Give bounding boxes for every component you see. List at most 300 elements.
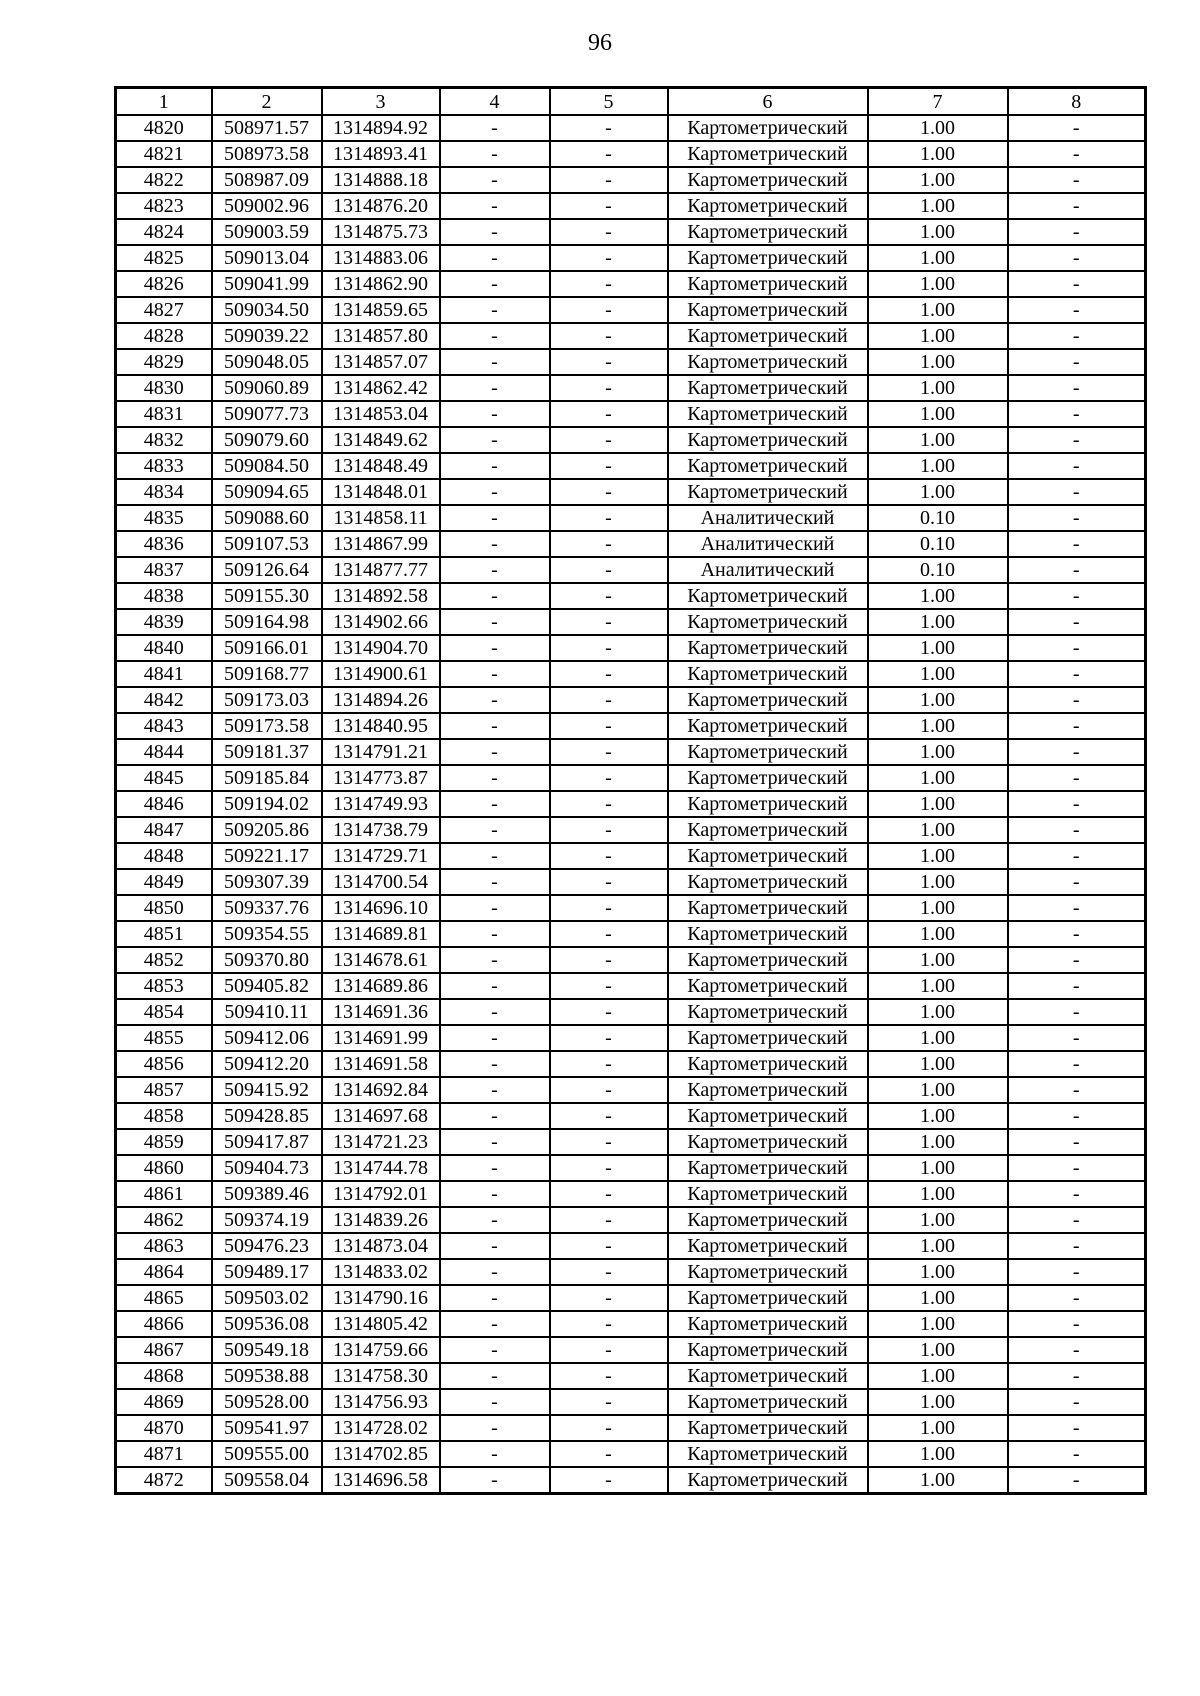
cell-column-8-value: - — [1008, 713, 1146, 739]
cell-column-5-value: - — [550, 1259, 668, 1285]
cell-column-5-value: - — [550, 1181, 668, 1207]
cell-x-coordinate: 509476.23 — [212, 1233, 322, 1259]
cell-column-8-value: - — [1008, 869, 1146, 895]
cell-x-coordinate: 509489.17 — [212, 1259, 322, 1285]
cell-column-8-value: - — [1008, 947, 1146, 973]
cell-method: Картометрический — [668, 843, 868, 869]
cell-x-coordinate: 509094.65 — [212, 479, 322, 505]
cell-method: Аналитический — [668, 531, 868, 557]
cell-column-8-value: - — [1008, 1155, 1146, 1181]
table-row — [116, 739, 1146, 765]
cell-point-number: 4826 — [116, 271, 212, 297]
cell-x-coordinate: 509041.99 — [212, 271, 322, 297]
cell-column-5-value: - — [550, 1467, 668, 1494]
cell-column-8-value: - — [1008, 401, 1146, 427]
cell-point-number: 4827 — [116, 297, 212, 323]
cell-accuracy: 1.00 — [868, 713, 1008, 739]
cell-x-coordinate: 509536.08 — [212, 1311, 322, 1337]
table-row — [116, 245, 1146, 271]
cell-column-8-value: - — [1008, 1467, 1146, 1494]
cell-method: Картометрический — [668, 947, 868, 973]
table-row — [116, 1467, 1146, 1494]
table-row — [116, 1415, 1146, 1441]
cell-y-coordinate: 1314729.71 — [322, 843, 440, 869]
table-row — [116, 1389, 1146, 1415]
cell-y-coordinate: 1314862.42 — [322, 375, 440, 401]
cell-column-4-value: - — [440, 739, 550, 765]
cell-y-coordinate: 1314805.42 — [322, 1311, 440, 1337]
cell-x-coordinate: 509002.96 — [212, 193, 322, 219]
cell-y-coordinate: 1314696.10 — [322, 895, 440, 921]
cell-method: Картометрический — [668, 1389, 868, 1415]
table-row — [116, 1077, 1146, 1103]
cell-column-5-value: - — [550, 375, 668, 401]
cell-y-coordinate: 1314691.36 — [322, 999, 440, 1025]
cell-column-5-value: - — [550, 973, 668, 999]
cell-point-number: 4870 — [116, 1415, 212, 1441]
column-header: 4 — [440, 88, 550, 116]
cell-point-number: 4845 — [116, 765, 212, 791]
cell-method: Картометрический — [668, 427, 868, 453]
cell-y-coordinate: 1314689.86 — [322, 973, 440, 999]
column-header: 3 — [322, 88, 440, 116]
cell-method: Картометрический — [668, 1233, 868, 1259]
cell-y-coordinate: 1314756.93 — [322, 1389, 440, 1415]
cell-y-coordinate: 1314859.65 — [322, 297, 440, 323]
cell-column-5-value: - — [550, 167, 668, 193]
table-body — [116, 115, 1146, 1494]
cell-y-coordinate: 1314689.81 — [322, 921, 440, 947]
cell-column-8-value: - — [1008, 1051, 1146, 1077]
cell-column-8-value: - — [1008, 1363, 1146, 1389]
cell-column-8-value: - — [1008, 167, 1146, 193]
cell-column-4-value: - — [440, 947, 550, 973]
cell-point-number: 4834 — [116, 479, 212, 505]
cell-point-number: 4831 — [116, 401, 212, 427]
cell-column-5-value: - — [550, 193, 668, 219]
cell-x-coordinate: 509166.01 — [212, 635, 322, 661]
cell-accuracy: 1.00 — [868, 739, 1008, 765]
cell-column-4-value: - — [440, 1363, 550, 1389]
cell-column-8-value: - — [1008, 635, 1146, 661]
cell-accuracy: 1.00 — [868, 427, 1008, 453]
cell-accuracy: 1.00 — [868, 1103, 1008, 1129]
cell-method: Картометрический — [668, 869, 868, 895]
table-row — [116, 661, 1146, 687]
cell-accuracy: 1.00 — [868, 1467, 1008, 1494]
cell-method: Картометрический — [668, 401, 868, 427]
cell-column-5-value: - — [550, 1207, 668, 1233]
cell-column-5-value: - — [550, 635, 668, 661]
cell-method: Аналитический — [668, 505, 868, 531]
cell-accuracy: 1.00 — [868, 661, 1008, 687]
table-row — [116, 895, 1146, 921]
cell-point-number: 4844 — [116, 739, 212, 765]
cell-y-coordinate: 1314848.01 — [322, 479, 440, 505]
cell-x-coordinate: 509003.59 — [212, 219, 322, 245]
table-row — [116, 1103, 1146, 1129]
table-row — [116, 1311, 1146, 1337]
cell-y-coordinate: 1314849.62 — [322, 427, 440, 453]
table-row — [116, 141, 1146, 167]
cell-accuracy: 1.00 — [868, 817, 1008, 843]
cell-column-8-value: - — [1008, 609, 1146, 635]
cell-x-coordinate: 509528.00 — [212, 1389, 322, 1415]
cell-point-number: 4854 — [116, 999, 212, 1025]
cell-column-4-value: - — [440, 531, 550, 557]
table-row — [116, 375, 1146, 401]
cell-accuracy: 1.00 — [868, 115, 1008, 141]
cell-point-number: 4850 — [116, 895, 212, 921]
cell-method: Картометрический — [668, 141, 868, 167]
cell-method: Картометрический — [668, 1467, 868, 1494]
cell-x-coordinate: 509412.06 — [212, 1025, 322, 1051]
cell-column-4-value: - — [440, 1103, 550, 1129]
cell-method: Картометрический — [668, 1337, 868, 1363]
cell-x-coordinate: 509048.05 — [212, 349, 322, 375]
cell-column-5-value: - — [550, 1363, 668, 1389]
cell-point-number: 4853 — [116, 973, 212, 999]
table-row — [116, 687, 1146, 713]
cell-column-8-value: - — [1008, 479, 1146, 505]
cell-column-8-value: - — [1008, 765, 1146, 791]
cell-method: Картометрический — [668, 1077, 868, 1103]
table-row — [116, 401, 1146, 427]
column-header: 5 — [550, 88, 668, 116]
table-row — [116, 271, 1146, 297]
cell-accuracy: 1.00 — [868, 1259, 1008, 1285]
cell-x-coordinate: 509194.02 — [212, 791, 322, 817]
cell-method: Картометрический — [668, 115, 868, 141]
cell-column-8-value: - — [1008, 219, 1146, 245]
cell-column-8-value: - — [1008, 193, 1146, 219]
cell-method: Картометрический — [668, 1207, 868, 1233]
cell-accuracy: 1.00 — [868, 193, 1008, 219]
cell-x-coordinate: 509549.18 — [212, 1337, 322, 1363]
cell-column-8-value: - — [1008, 1207, 1146, 1233]
cell-y-coordinate: 1314888.18 — [322, 167, 440, 193]
cell-column-8-value: - — [1008, 141, 1146, 167]
table-row — [116, 167, 1146, 193]
cell-column-8-value: - — [1008, 557, 1146, 583]
cell-x-coordinate: 509079.60 — [212, 427, 322, 453]
table-row — [116, 843, 1146, 869]
cell-column-5-value: - — [550, 1311, 668, 1337]
cell-column-5-value: - — [550, 661, 668, 687]
cell-column-5-value: - — [550, 297, 668, 323]
cell-method: Картометрический — [668, 1415, 868, 1441]
cell-method: Картометрический — [668, 1103, 868, 1129]
cell-method: Картометрический — [668, 1181, 868, 1207]
cell-x-coordinate: 509415.92 — [212, 1077, 322, 1103]
cell-point-number: 4852 — [116, 947, 212, 973]
cell-y-coordinate: 1314894.92 — [322, 115, 440, 141]
cell-column-5-value: - — [550, 1389, 668, 1415]
cell-y-coordinate: 1314691.99 — [322, 1025, 440, 1051]
cell-x-coordinate: 509088.60 — [212, 505, 322, 531]
table-row — [116, 115, 1146, 141]
cell-method: Картометрический — [668, 323, 868, 349]
table-row — [116, 765, 1146, 791]
table-row — [116, 1207, 1146, 1233]
cell-y-coordinate: 1314744.78 — [322, 1155, 440, 1181]
cell-x-coordinate: 509173.58 — [212, 713, 322, 739]
table-row — [116, 1233, 1146, 1259]
cell-column-5-value: - — [550, 531, 668, 557]
cell-point-number: 4866 — [116, 1311, 212, 1337]
cell-method: Картометрический — [668, 791, 868, 817]
cell-accuracy: 1.00 — [868, 999, 1008, 1025]
table-row — [116, 947, 1146, 973]
cell-accuracy: 1.00 — [868, 791, 1008, 817]
cell-method: Картометрический — [668, 245, 868, 271]
table-row — [116, 869, 1146, 895]
cell-accuracy: 1.00 — [868, 245, 1008, 271]
cell-accuracy: 1.00 — [868, 609, 1008, 635]
cell-column-5-value: - — [550, 271, 668, 297]
cell-point-number: 4865 — [116, 1285, 212, 1311]
cell-y-coordinate: 1314697.68 — [322, 1103, 440, 1129]
cell-accuracy: 1.00 — [868, 167, 1008, 193]
cell-column-8-value: - — [1008, 895, 1146, 921]
cell-column-8-value: - — [1008, 1311, 1146, 1337]
cell-column-8-value: - — [1008, 245, 1146, 271]
cell-column-5-value: - — [550, 1415, 668, 1441]
cell-column-5-value: - — [550, 1285, 668, 1311]
cell-column-4-value: - — [440, 791, 550, 817]
cell-column-4-value: - — [440, 271, 550, 297]
cell-column-8-value: - — [1008, 973, 1146, 999]
cell-x-coordinate: 509503.02 — [212, 1285, 322, 1311]
cell-column-4-value: - — [440, 1155, 550, 1181]
cell-x-coordinate: 509412.20 — [212, 1051, 322, 1077]
cell-y-coordinate: 1314904.70 — [322, 635, 440, 661]
cell-y-coordinate: 1314873.04 — [322, 1233, 440, 1259]
cell-y-coordinate: 1314853.04 — [322, 401, 440, 427]
cell-accuracy: 1.00 — [868, 479, 1008, 505]
column-header: 2 — [212, 88, 322, 116]
cell-accuracy: 1.00 — [868, 297, 1008, 323]
cell-method: Картометрический — [668, 973, 868, 999]
cell-accuracy: 1.00 — [868, 1311, 1008, 1337]
cell-column-4-value: - — [440, 765, 550, 791]
cell-method: Картометрический — [668, 817, 868, 843]
cell-column-5-value: - — [550, 713, 668, 739]
cell-column-5-value: - — [550, 505, 668, 531]
cell-column-5-value: - — [550, 583, 668, 609]
cell-column-4-value: - — [440, 219, 550, 245]
cell-x-coordinate: 509013.04 — [212, 245, 322, 271]
cell-method: Картометрический — [668, 895, 868, 921]
cell-column-4-value: - — [440, 401, 550, 427]
cell-point-number: 4846 — [116, 791, 212, 817]
cell-method: Картометрический — [668, 1155, 868, 1181]
table-row — [116, 817, 1146, 843]
cell-column-8-value: - — [1008, 1233, 1146, 1259]
cell-column-5-value: - — [550, 349, 668, 375]
column-header: 1 — [116, 88, 212, 116]
cell-point-number: 4825 — [116, 245, 212, 271]
cell-accuracy: 1.00 — [868, 271, 1008, 297]
cell-accuracy: 1.00 — [868, 323, 1008, 349]
cell-method: Картометрический — [668, 219, 868, 245]
cell-accuracy: 1.00 — [868, 1389, 1008, 1415]
cell-x-coordinate: 509405.82 — [212, 973, 322, 999]
cell-y-coordinate: 1314702.85 — [322, 1441, 440, 1467]
cell-method: Картометрический — [668, 1363, 868, 1389]
cell-x-coordinate: 509370.80 — [212, 947, 322, 973]
cell-column-4-value: - — [440, 635, 550, 661]
cell-point-number: 4858 — [116, 1103, 212, 1129]
cell-x-coordinate: 509354.55 — [212, 921, 322, 947]
cell-method: Аналитический — [668, 557, 868, 583]
cell-column-8-value: - — [1008, 1337, 1146, 1363]
cell-column-4-value: - — [440, 1129, 550, 1155]
cell-x-coordinate: 508971.57 — [212, 115, 322, 141]
cell-method: Картометрический — [668, 765, 868, 791]
cell-y-coordinate: 1314862.90 — [322, 271, 440, 297]
cell-y-coordinate: 1314728.02 — [322, 1415, 440, 1441]
cell-accuracy: 1.00 — [868, 1155, 1008, 1181]
cell-point-number: 4855 — [116, 1025, 212, 1051]
cell-column-8-value: - — [1008, 843, 1146, 869]
cell-method: Картометрический — [668, 453, 868, 479]
cell-x-coordinate: 509060.89 — [212, 375, 322, 401]
cell-point-number: 4851 — [116, 921, 212, 947]
cell-column-4-value: - — [440, 1259, 550, 1285]
cell-column-4-value: - — [440, 453, 550, 479]
cell-point-number: 4869 — [116, 1389, 212, 1415]
cell-column-4-value: - — [440, 1233, 550, 1259]
cell-accuracy: 1.00 — [868, 1025, 1008, 1051]
cell-point-number: 4840 — [116, 635, 212, 661]
cell-column-4-value: - — [440, 141, 550, 167]
table-row — [116, 1285, 1146, 1311]
cell-y-coordinate: 1314900.61 — [322, 661, 440, 687]
cell-x-coordinate: 509107.53 — [212, 531, 322, 557]
cell-accuracy: 1.00 — [868, 1363, 1008, 1389]
cell-x-coordinate: 509538.88 — [212, 1363, 322, 1389]
cell-accuracy: 1.00 — [868, 895, 1008, 921]
cell-method: Картометрический — [668, 167, 868, 193]
cell-column-8-value: - — [1008, 817, 1146, 843]
table-row — [116, 973, 1146, 999]
cell-column-5-value: - — [550, 947, 668, 973]
cell-accuracy: 1.00 — [868, 1129, 1008, 1155]
cell-column-5-value: - — [550, 739, 668, 765]
cell-y-coordinate: 1314738.79 — [322, 817, 440, 843]
cell-column-4-value: - — [440, 869, 550, 895]
cell-column-4-value: - — [440, 557, 550, 583]
cell-column-8-value: - — [1008, 427, 1146, 453]
cell-y-coordinate: 1314773.87 — [322, 765, 440, 791]
cell-point-number: 4833 — [116, 453, 212, 479]
cell-accuracy: 1.00 — [868, 1233, 1008, 1259]
table-row — [116, 791, 1146, 817]
cell-column-4-value: - — [440, 505, 550, 531]
cell-y-coordinate: 1314790.16 — [322, 1285, 440, 1311]
cell-point-number: 4820 — [116, 115, 212, 141]
table-row — [116, 297, 1146, 323]
cell-column-4-value: - — [440, 375, 550, 401]
cell-column-8-value: - — [1008, 687, 1146, 713]
cell-column-8-value: - — [1008, 661, 1146, 687]
cell-column-8-value: - — [1008, 375, 1146, 401]
table-row — [116, 219, 1146, 245]
cell-y-coordinate: 1314848.49 — [322, 453, 440, 479]
cell-x-coordinate: 509168.77 — [212, 661, 322, 687]
table-row — [116, 713, 1146, 739]
cell-column-4-value: - — [440, 583, 550, 609]
cell-point-number: 4835 — [116, 505, 212, 531]
cell-column-8-value: - — [1008, 1259, 1146, 1285]
cell-point-number: 4847 — [116, 817, 212, 843]
cell-point-number: 4830 — [116, 375, 212, 401]
cell-point-number: 4839 — [116, 609, 212, 635]
cell-column-4-value: - — [440, 843, 550, 869]
cell-column-4-value: - — [440, 687, 550, 713]
table-row — [116, 1051, 1146, 1077]
cell-accuracy: 1.00 — [868, 219, 1008, 245]
cell-method: Картометрический — [668, 635, 868, 661]
page-number: 96 — [588, 30, 612, 56]
table-row — [116, 583, 1146, 609]
table-row — [116, 531, 1146, 557]
cell-column-8-value: - — [1008, 531, 1146, 557]
cell-column-4-value: - — [440, 1415, 550, 1441]
cell-y-coordinate: 1314877.77 — [322, 557, 440, 583]
cell-column-4-value: - — [440, 999, 550, 1025]
cell-point-number: 4832 — [116, 427, 212, 453]
cell-y-coordinate: 1314893.41 — [322, 141, 440, 167]
cell-column-5-value: - — [550, 453, 668, 479]
cell-method: Картометрический — [668, 661, 868, 687]
table-row — [116, 1363, 1146, 1389]
cell-x-coordinate: 508973.58 — [212, 141, 322, 167]
cell-point-number: 4829 — [116, 349, 212, 375]
cell-y-coordinate: 1314759.66 — [322, 1337, 440, 1363]
cell-accuracy: 1.00 — [868, 635, 1008, 661]
cell-point-number: 4849 — [116, 869, 212, 895]
cell-column-8-value: - — [1008, 583, 1146, 609]
cell-y-coordinate: 1314696.58 — [322, 1467, 440, 1494]
cell-column-4-value: - — [440, 609, 550, 635]
cell-accuracy: 1.00 — [868, 687, 1008, 713]
cell-accuracy: 1.00 — [868, 1337, 1008, 1363]
cell-column-4-value: - — [440, 323, 550, 349]
cell-x-coordinate: 509337.76 — [212, 895, 322, 921]
cell-method: Картометрический — [668, 375, 868, 401]
table-row — [116, 1129, 1146, 1155]
cell-point-number: 4828 — [116, 323, 212, 349]
cell-column-4-value: - — [440, 349, 550, 375]
cell-column-5-value: - — [550, 323, 668, 349]
cell-y-coordinate: 1314858.11 — [322, 505, 440, 531]
cell-point-number: 4857 — [116, 1077, 212, 1103]
cell-point-number: 4863 — [116, 1233, 212, 1259]
coordinates-table — [114, 86, 1147, 1495]
cell-y-coordinate: 1314839.26 — [322, 1207, 440, 1233]
cell-accuracy: 1.00 — [868, 1207, 1008, 1233]
table-row — [116, 349, 1146, 375]
cell-column-4-value: - — [440, 167, 550, 193]
cell-column-5-value: - — [550, 141, 668, 167]
cell-x-coordinate: 509205.86 — [212, 817, 322, 843]
cell-x-coordinate: 509221.17 — [212, 843, 322, 869]
cell-x-coordinate: 509181.37 — [212, 739, 322, 765]
cell-x-coordinate: 509389.46 — [212, 1181, 322, 1207]
cell-accuracy: 1.00 — [868, 141, 1008, 167]
